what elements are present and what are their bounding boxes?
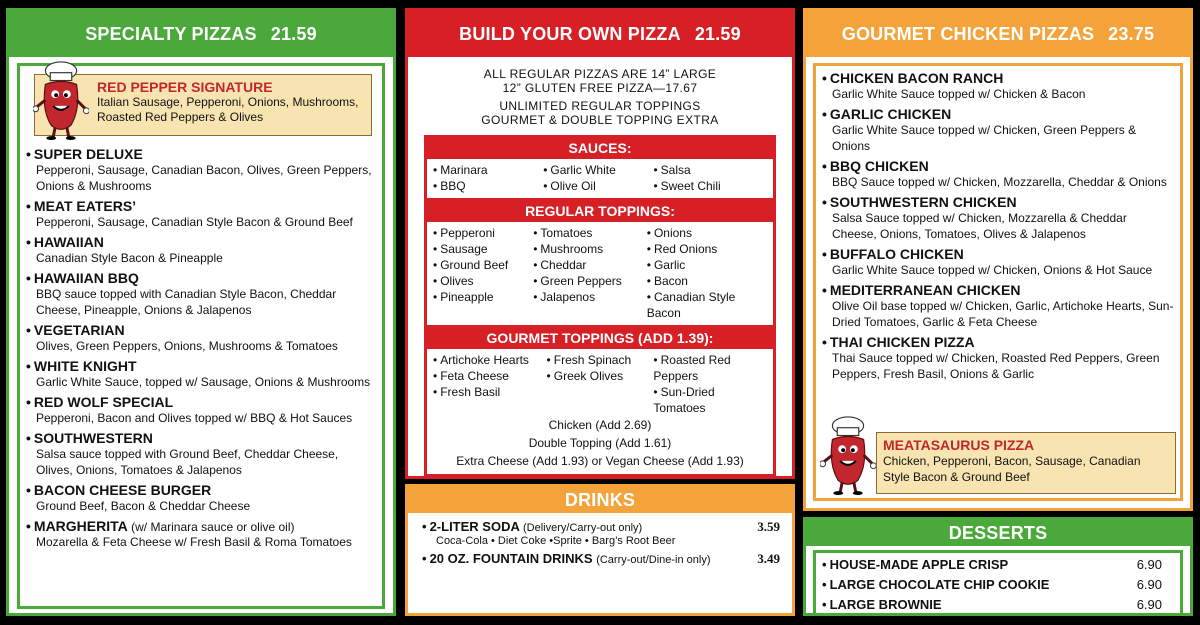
- item-name-row: [26, 430, 376, 446]
- item-name: MARGHERITA: [33, 518, 128, 534]
- item-name: HAWAIIAN BBQ: [33, 270, 139, 286]
- red-pepper-signature-box: [34, 74, 372, 136]
- list-item: • Roasted Red Peppers: [653, 352, 767, 384]
- dessert-row: [822, 595, 1174, 615]
- item-name: SUPER DELUXE: [33, 146, 143, 162]
- dessert-row: [822, 575, 1174, 595]
- item-name-row: [26, 234, 376, 250]
- item-name-row: [26, 146, 376, 162]
- item-desc: Pepperoni, Bacon and Olives topped w/ BBQ & Hot Sauces: [36, 411, 353, 425]
- menu-item: [822, 158, 1174, 190]
- list-item: • Garlic White: [543, 162, 653, 178]
- list-item: • Bacon: [647, 273, 767, 289]
- desserts-title: DESSERTS: [948, 522, 1048, 543]
- item-name: SOUTHWESTERN CHICKEN: [829, 194, 1017, 210]
- item-name: BUFFALO CHICKEN: [829, 246, 964, 262]
- list-item: • Sun-Dried Tomatoes: [653, 384, 767, 416]
- drinks-title: DRINKS: [564, 489, 636, 510]
- item-desc: Garlic White Sauce, topped w/ Sausage, Onions & Mushrooms: [36, 375, 371, 389]
- list-item: • Canadian Style Bacon: [647, 289, 767, 321]
- list-item: • Mushrooms: [533, 241, 647, 257]
- specialty-pizzas-panel: [6, 8, 396, 616]
- item-name: BACON CHEESE BURGER: [33, 482, 212, 498]
- specialty-header: [9, 11, 393, 57]
- gourmet-header: [806, 11, 1190, 57]
- drink-row: [408, 551, 792, 567]
- list-column: [433, 225, 533, 321]
- build-header: [408, 11, 792, 57]
- item-name: HAWAIIAN: [33, 234, 104, 250]
- list-item: • Marinara: [433, 162, 543, 178]
- menu-item: [822, 106, 1174, 154]
- item-desc: Garlic White Sauce topped w/ Chicken & Bacon: [832, 87, 1086, 101]
- list-item: • Feta Cheese: [433, 368, 547, 384]
- item-name-row: [26, 394, 376, 410]
- item-desc: Garlic White Sauce topped w/ Chicken, Onions & Hot Sauce: [832, 263, 1153, 277]
- sauces-list: [427, 159, 773, 198]
- item-name-row: [822, 246, 1174, 262]
- item-desc: Garlic White Sauce topped w/ Chicken, Green Peppers & Onions: [832, 123, 1137, 153]
- list-item: • Cheddar: [533, 257, 647, 273]
- desserts-list: [813, 550, 1183, 616]
- dessert-name: • HOUSE-MADE APPLE CRISP: [822, 555, 1008, 575]
- drink-name: 20 OZ. FOUNTAIN DRINKS: [429, 551, 593, 566]
- item-desc: Olive Oil base topped w/ Chicken, Garlic, Artichoke Hearts, Sun-Dried Tomatoes, Garlic & Feta Cheese: [832, 299, 1174, 329]
- item-name-row: [26, 482, 376, 498]
- list-column: [647, 225, 767, 321]
- list-item: • Olive Oil: [543, 178, 653, 194]
- intro-line: GOURMET & DOUBLE TOPPING EXTRA: [481, 113, 719, 127]
- item-name: WHITE KNIGHT: [33, 358, 137, 374]
- gourmet-toppings-box: [424, 328, 776, 477]
- dessert-name: • LARGE CHOCOLATE CHIP COOKIE: [822, 575, 1049, 595]
- menu-item: [822, 246, 1174, 278]
- item-name: SOUTHWESTERN: [33, 430, 153, 446]
- list-item: • Fresh Basil: [433, 384, 547, 400]
- item-name-row: [822, 158, 1174, 174]
- item-name: GARLIC CHICKEN: [829, 106, 952, 122]
- list-column: [433, 352, 547, 416]
- desserts-panel: [803, 517, 1193, 616]
- signature-desc: Italian Sausage, Pepperoni, Onions, Mushrooms, Roasted Red Peppers & Olives: [97, 95, 359, 124]
- list-column: [543, 162, 653, 194]
- menu-item: [26, 394, 376, 426]
- item-name-row: [26, 518, 376, 534]
- gourmet-price: 23.75: [1108, 23, 1155, 44]
- menu-item: [822, 334, 1174, 382]
- gourmet-list: [813, 63, 1183, 501]
- extra-cheese: Extra Cheese (Add 1.93) or Vegan Cheese (Add 1.93): [456, 454, 744, 468]
- specialty-title: SPECIALTY PIZZAS: [85, 23, 257, 44]
- drink-name-row: [422, 519, 642, 535]
- menu-item: [26, 430, 376, 478]
- drink-note: (Delivery/Carry-out only): [523, 522, 643, 534]
- item-name-row: [26, 322, 376, 338]
- item-desc: Olives, Green Peppers, Onions, Mushrooms & Tomatoes: [36, 339, 338, 353]
- specialty-items: [26, 146, 376, 550]
- list-column: [433, 162, 543, 194]
- list-item: • BBQ: [433, 178, 543, 194]
- drink-name: 2-LITER SODA: [429, 519, 520, 534]
- item-name: BBQ CHICKEN: [829, 158, 929, 174]
- list-column: [547, 352, 654, 416]
- item-name: MEAT EATERS’: [33, 198, 137, 214]
- regular-toppings-title: REGULAR TOPPINGS:: [427, 201, 773, 222]
- item-note: (w/ Marinara sauce or olive oil): [131, 520, 295, 534]
- menu-item: [26, 322, 376, 354]
- build-title: BUILD YOUR OWN PIZZA: [459, 23, 681, 44]
- drinks-header: [408, 487, 792, 513]
- item-name-row: [822, 70, 1174, 86]
- drink-desc: Coca-Cola • Diet Coke •Sprite • Barg’s Root Beer: [436, 535, 676, 547]
- gourmet-toppings-list: [427, 349, 773, 416]
- list-item: • Fresh Spinach: [547, 352, 654, 368]
- list-item: • Sausage: [433, 241, 533, 257]
- list-item: • Ground Beef: [433, 257, 533, 273]
- build-extras: [427, 416, 773, 474]
- list-item: • Garlic: [647, 257, 767, 273]
- regular-toppings-box: [424, 201, 776, 328]
- list-item: • Olives: [433, 273, 533, 289]
- menu-item: [26, 358, 376, 390]
- pepper-mascot-icon: [33, 61, 89, 141]
- sauces-box: [424, 135, 776, 201]
- specialty-price: 21.59: [270, 23, 317, 44]
- pepper-mascot-icon: [820, 416, 876, 496]
- menu-item: [822, 194, 1174, 242]
- item-name-row: [822, 282, 1174, 298]
- item-name: VEGETARIAN: [33, 322, 125, 338]
- list-item: • Sweet Chili: [653, 178, 767, 194]
- list-item: • Pineapple: [433, 289, 533, 305]
- menu-item: [822, 70, 1174, 102]
- drinks-list: [408, 513, 792, 567]
- item-name: MEDITERRANEAN CHICKEN: [829, 282, 1021, 298]
- drink-price: 3.49: [757, 551, 780, 566]
- gourmet-chicken-panel: [803, 8, 1193, 511]
- drinks-panel: [405, 484, 795, 616]
- intro-line: UNLIMITED REGULAR TOPPINGS: [499, 99, 701, 113]
- meatasaurus-desc: Chicken, Pepperoni, Bacon, Sausage, Canadian Style Bacon & Ground Beef: [883, 454, 1141, 484]
- dessert-price: 6.90: [1136, 557, 1162, 572]
- item-name-row: [26, 358, 376, 374]
- meatasaurus-name: MEATASAURUS PIZZA: [883, 437, 1035, 453]
- item-name-row: [26, 270, 376, 286]
- item-name-row: [822, 106, 1174, 122]
- build-your-own-panel: [405, 8, 795, 479]
- list-column: [653, 162, 767, 194]
- item-name: CHICKEN BACON RANCH: [829, 70, 1004, 86]
- signature-name: RED PEPPER SIGNATURE: [97, 79, 273, 95]
- sauces-title: SAUCES:: [427, 138, 773, 159]
- list-item: • Tomatoes: [533, 225, 647, 241]
- item-desc: Pepperoni, Sausage, Canadian Bacon, Olives, Green Peppers, Onions & Mushrooms: [36, 163, 372, 193]
- item-desc: Pepperoni, Sausage, Canadian Style Bacon & Ground Beef: [36, 215, 353, 229]
- dessert-price: 6.90: [1136, 577, 1162, 592]
- menu-item: [26, 146, 376, 194]
- item-name-row: [822, 334, 1174, 350]
- gourmet-title: GOURMET CHICKEN PIZZAS: [841, 23, 1095, 44]
- menu-item: [26, 198, 376, 230]
- drink-note: (Carry-out/Dine-in only): [596, 554, 711, 566]
- drink-name-row: [422, 551, 711, 567]
- list-item: • Red Onions: [647, 241, 767, 257]
- gourmet-items: [822, 70, 1174, 382]
- item-desc: BBQ Sauce topped w/ Chicken, Mozzarella, Cheddar & Onions: [832, 175, 1167, 189]
- list-item: • Green Peppers: [533, 273, 647, 289]
- item-desc: Mozarella & Feta Cheese w/ Fresh Basil & Roma Tomatoes: [36, 535, 352, 549]
- meatasaurus-box: [876, 432, 1176, 494]
- item-desc: Thai Sauce topped w/ Chicken, Roasted Red Peppers, Green Peppers, Fresh Basil, Onions & Garlic: [832, 351, 1160, 381]
- drink-row: [408, 519, 792, 535]
- item-desc: Salsa Sauce topped w/ Chicken, Mozzarella & Cheddar Cheese, Onions, Tomatoes, Olives & Jalapenos: [832, 211, 1127, 241]
- item-desc: Salsa sauce topped with Ground Beef, Cheddar Cheese, Olives, Onions, Tomatoes & Jalapenos: [36, 447, 339, 477]
- dessert-name: • LARGE BROWNIE: [822, 595, 942, 615]
- list-item: • Salsa: [653, 162, 767, 178]
- menu-item: [26, 482, 376, 514]
- list-item: • Onions: [647, 225, 767, 241]
- menu-item: [822, 282, 1174, 330]
- extra-double-topping: Double Topping (Add 1.61): [528, 436, 672, 450]
- item-name: RED WOLF SPECIAL: [33, 394, 174, 410]
- list-item: • Jalapenos: [533, 289, 647, 305]
- item-desc: Canadian Style Bacon & Pineapple: [36, 251, 223, 265]
- list-item: • Greek Olives: [547, 368, 654, 384]
- intro-line: 12” GLUTEN FREE PIZZA—17.67: [502, 81, 698, 95]
- dessert-price: 6.90: [1136, 597, 1162, 612]
- menu-item: [26, 518, 376, 550]
- build-intro-sizes: [408, 67, 792, 95]
- item-name-row: [26, 198, 376, 214]
- item-desc: Ground Beef, Bacon & Cheddar Cheese: [36, 499, 251, 513]
- build-intro-toppings: [408, 99, 792, 127]
- regular-toppings-list: [427, 222, 773, 325]
- specialty-list: [17, 63, 385, 609]
- list-item: • Artichoke Hearts: [433, 352, 547, 368]
- dessert-row: [822, 555, 1174, 575]
- intro-line: ALL REGULAR PIZZAS ARE 14” LARGE: [483, 67, 717, 81]
- build-price: 21.59: [694, 23, 741, 44]
- menu-item: [26, 270, 376, 318]
- desserts-header: [806, 520, 1190, 546]
- item-name-row: [822, 194, 1174, 210]
- list-column: [533, 225, 647, 321]
- item-desc: BBQ sauce topped with Canadian Style Bacon, Cheddar Cheese, Pineapple, Onions & Jalapenos: [36, 287, 337, 317]
- list-item: • Pepperoni: [433, 225, 533, 241]
- extra-chicken: Chicken (Add 2.69): [548, 418, 652, 432]
- gourmet-toppings-title: GOURMET TOPPINGS (ADD 1.39):: [427, 328, 773, 349]
- drink-price: 3.59: [757, 519, 780, 534]
- item-name: THAI CHICKEN PIZZA: [829, 334, 975, 350]
- list-column: [653, 352, 767, 416]
- menu-item: [26, 234, 376, 266]
